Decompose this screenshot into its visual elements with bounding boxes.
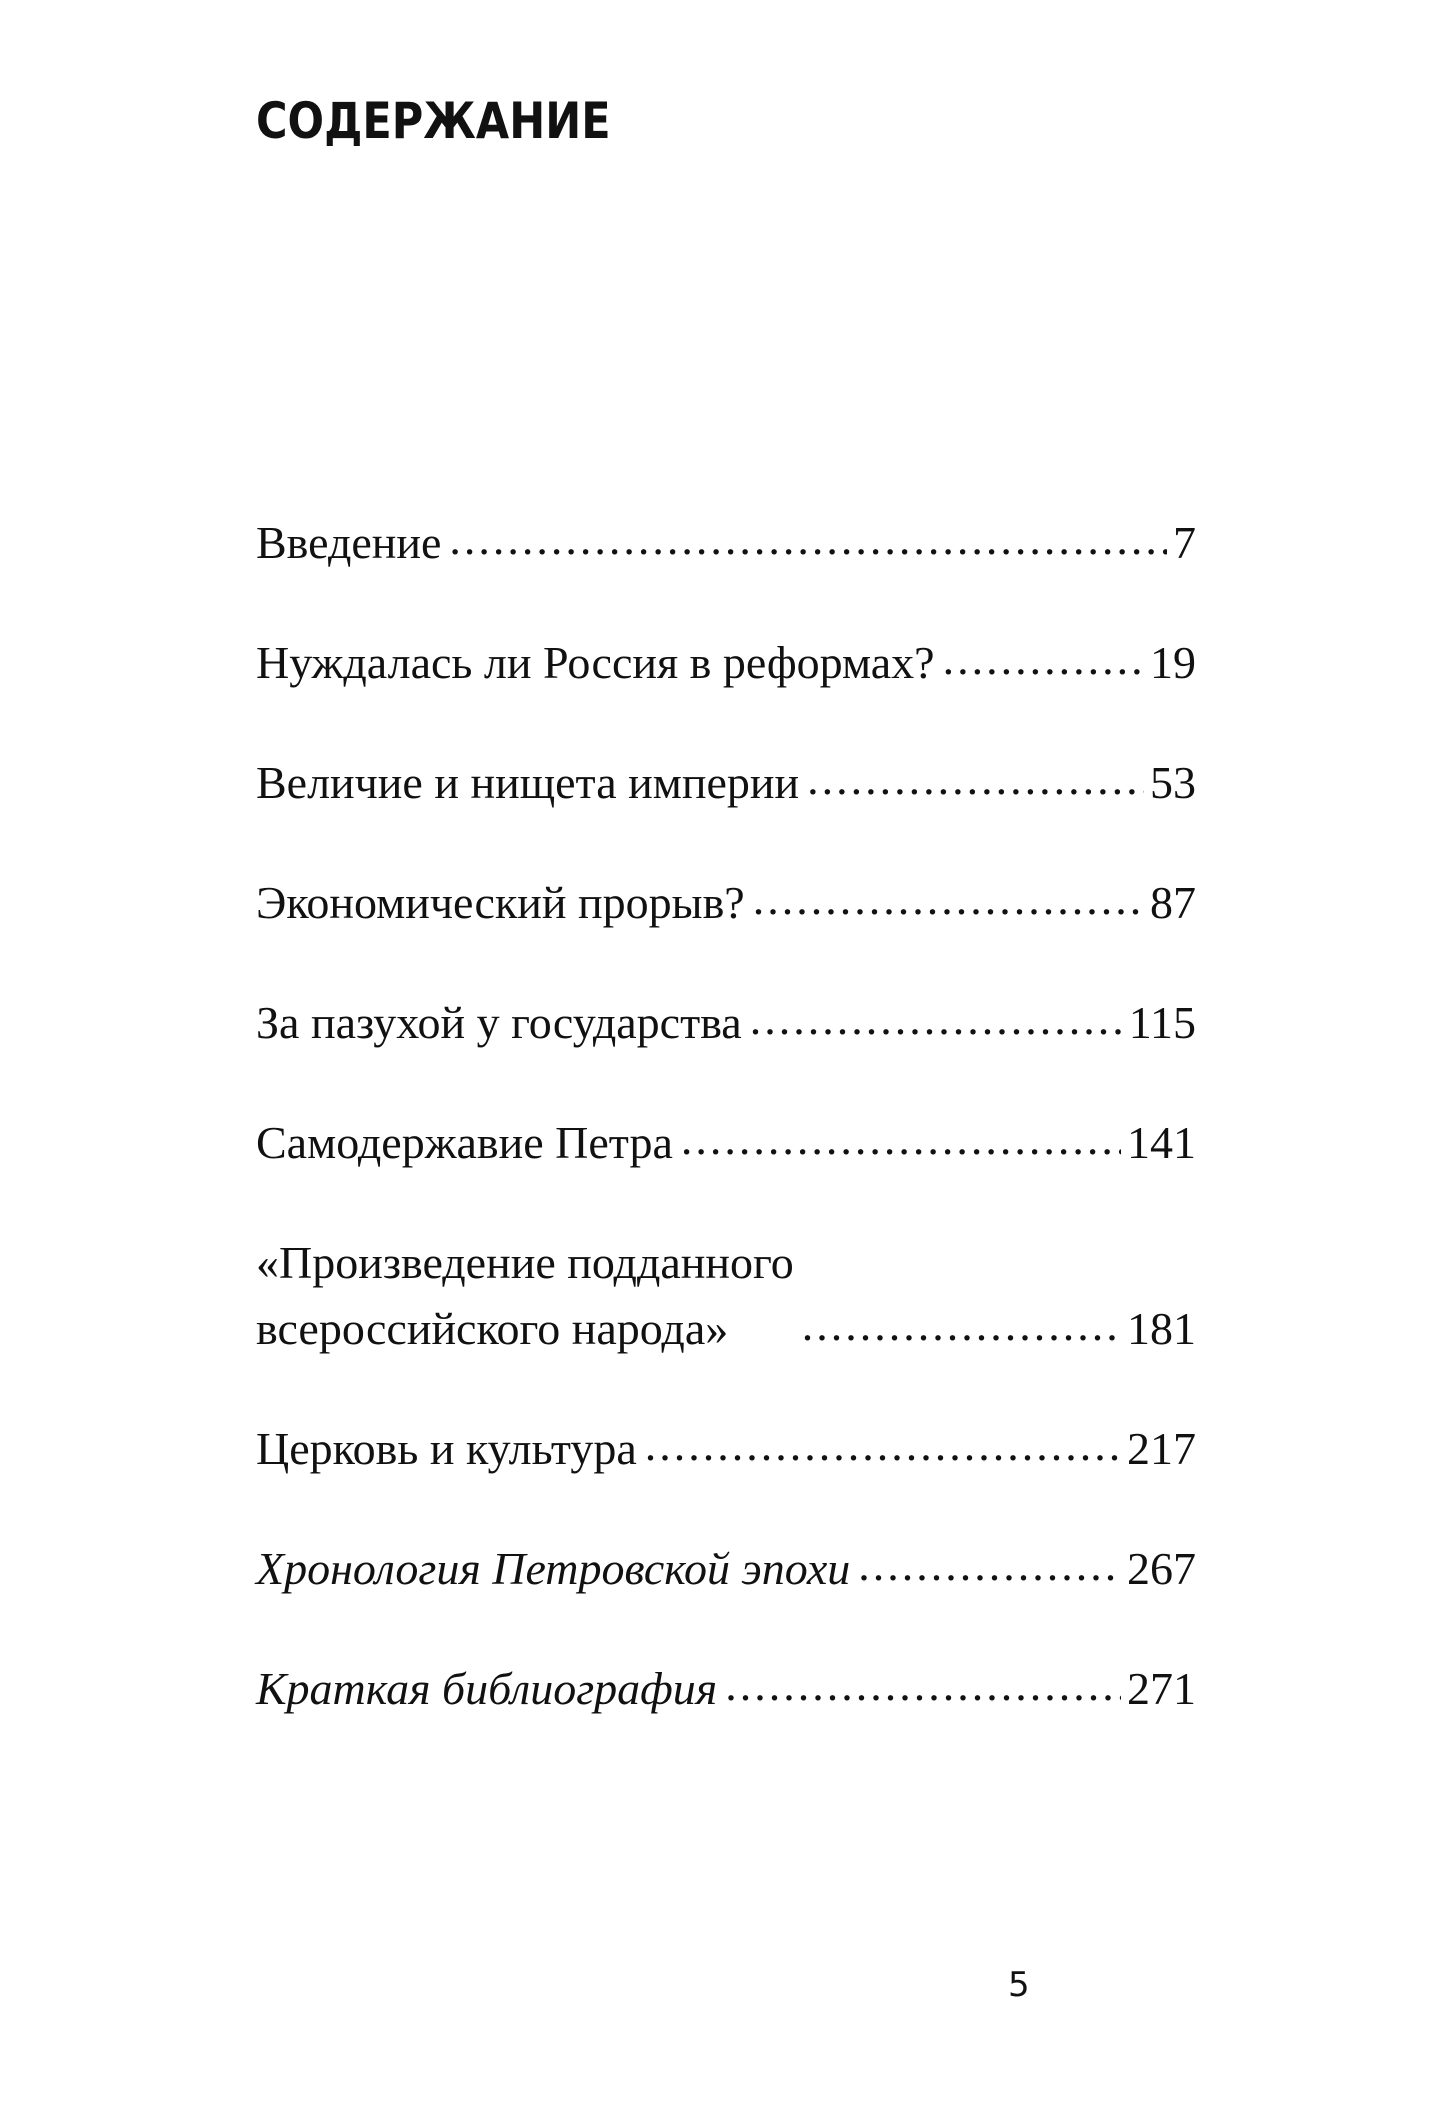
toc-leader-dots bbox=[807, 746, 1144, 812]
toc-leader-dots bbox=[802, 1292, 1121, 1358]
toc-entry-title bbox=[256, 1230, 794, 1362]
toc-entry-title: Величие и нищета империи bbox=[256, 757, 800, 808]
toc-entry-page: 217 bbox=[1127, 1423, 1196, 1474]
page-number: 5 bbox=[1008, 1965, 1030, 2005]
toc-entry-page: 271 bbox=[1127, 1663, 1196, 1714]
toc-entry-title: Хронология Петровской эпохи bbox=[256, 1543, 851, 1594]
toc-leader-dots bbox=[750, 986, 1123, 1052]
table-of-contents bbox=[256, 510, 1196, 1776]
toc-entry-page: 19 bbox=[1150, 637, 1196, 688]
toc-entry-introduction[interactable] bbox=[256, 510, 1196, 576]
toc-entry-page: 7 bbox=[1173, 517, 1196, 568]
toc-entry-page: 53 bbox=[1150, 757, 1196, 808]
toc-entry-title: Краткая библиография bbox=[256, 1663, 718, 1714]
page-title: СОДЕРЖАНИЕ bbox=[256, 92, 611, 150]
toc-entry-church-culture[interactable] bbox=[256, 1416, 1196, 1482]
toc-leader-dots bbox=[645, 1412, 1121, 1478]
toc-entry-title: Церковь и культура bbox=[256, 1423, 637, 1474]
toc-entry-empire[interactable] bbox=[256, 750, 1196, 816]
toc-entry-subjects[interactable] bbox=[256, 1230, 1196, 1362]
toc-entry-title-line-1: «Произведение подданного bbox=[256, 1237, 794, 1288]
toc-leader-dots bbox=[725, 1652, 1121, 1718]
toc-entry-page: 267 bbox=[1127, 1543, 1196, 1594]
toc-entry-title: Экономический прорыв? bbox=[256, 877, 745, 928]
toc-entry-title: Нуждалась ли Россия в реформах? bbox=[256, 637, 935, 688]
toc-entry-page: 181 bbox=[1127, 1303, 1196, 1354]
toc-entry-autocracy[interactable] bbox=[256, 1110, 1196, 1176]
toc-entry-economic-breakthrough[interactable] bbox=[256, 870, 1196, 936]
toc-entry-page: 87 bbox=[1150, 877, 1196, 928]
toc-leader-dots bbox=[449, 506, 1167, 572]
toc-entry-page: 115 bbox=[1128, 997, 1196, 1048]
toc-entry-title: Введение bbox=[256, 517, 442, 568]
toc-leader-dots bbox=[753, 866, 1144, 932]
toc-entry-title-line-2: всероссийского народа» bbox=[256, 1303, 729, 1354]
toc-leader-dots bbox=[681, 1106, 1121, 1172]
toc-entry-page: 141 bbox=[1127, 1117, 1196, 1168]
toc-entry-reforms[interactable] bbox=[256, 630, 1196, 696]
toc-entry-title: Самодержавие Петра bbox=[256, 1117, 673, 1168]
toc-entry-state[interactable] bbox=[256, 990, 1196, 1056]
toc-entry-chronology[interactable] bbox=[256, 1536, 1196, 1602]
toc-entry-title: За пазухой у государства bbox=[256, 997, 742, 1048]
toc-leader-dots bbox=[943, 626, 1144, 692]
toc-leader-dots bbox=[858, 1532, 1121, 1598]
toc-entry-bibliography[interactable] bbox=[256, 1656, 1196, 1722]
